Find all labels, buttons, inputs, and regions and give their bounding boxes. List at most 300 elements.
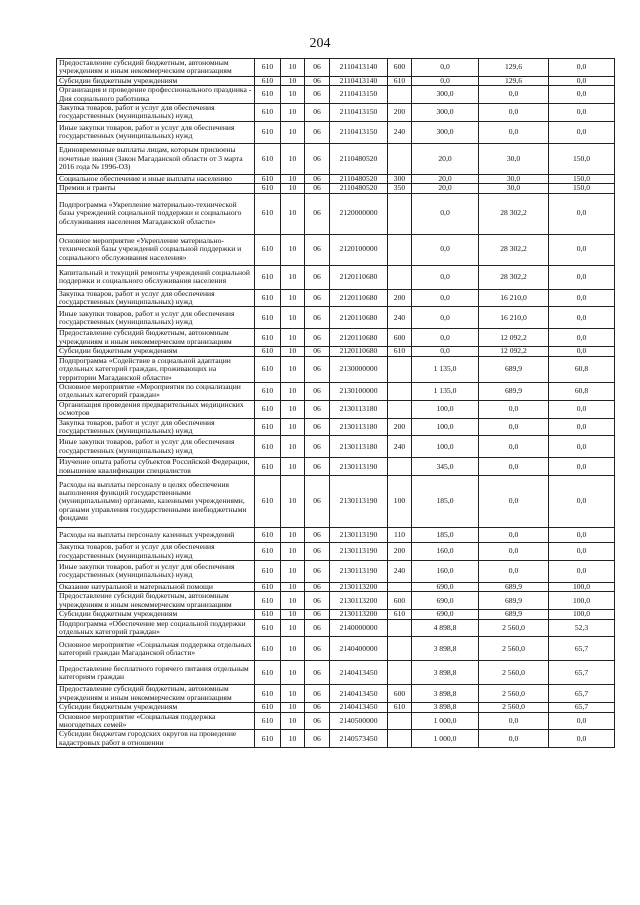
- cell-value-2: 28 302,2: [479, 234, 549, 265]
- cell-value-1: 0,0: [412, 76, 479, 85]
- cell-value-1: 3 898,8: [412, 637, 479, 661]
- cell-pr: 06: [305, 619, 330, 637]
- cell-pr: 06: [305, 592, 330, 610]
- table-row: [57, 543, 615, 561]
- cell-vr: 350: [388, 184, 412, 193]
- cell-gr: 610: [255, 121, 281, 143]
- cell-rz: 10: [281, 289, 305, 307]
- cell-value-1: 0,0: [412, 307, 479, 329]
- cell-vr: 600: [388, 592, 412, 610]
- cell-name: Основное мероприятие «Социальная поддержка многодетных семей»: [57, 712, 255, 730]
- cell-name: Капитальный и текущий ремонты учреждений социальной поддержки и социального обслуживания населения: [57, 265, 255, 289]
- cell-value-3: 0,0: [549, 307, 615, 329]
- cell-vr: 200: [388, 418, 412, 436]
- cell-gr: 610: [255, 59, 281, 77]
- cell-vr: 200: [388, 104, 412, 122]
- table-row: [57, 121, 615, 143]
- cell-pr: 06: [305, 610, 330, 619]
- cell-vr: 610: [388, 703, 412, 712]
- cell-name: Подпрограмма «Содействие в социальной адаптации отдельных категорий граждан, проживающих на территории Магаданской области»: [57, 356, 255, 382]
- cell-gr: 610: [255, 685, 281, 703]
- table-row: [57, 347, 615, 356]
- cell-pr: 06: [305, 436, 330, 458]
- table-row: [57, 592, 615, 610]
- cell-rz: 10: [281, 712, 305, 730]
- cell-rz: 10: [281, 382, 305, 400]
- cell-value-3: 60,8: [549, 382, 615, 400]
- cell-cs: 2120110680: [330, 307, 388, 329]
- cell-cs: 2120100000: [330, 234, 388, 265]
- cell-gr: 610: [255, 347, 281, 356]
- cell-name: Предоставление субсидий бюджетным, автономным учреждениям и иным некоммерческим организациям: [57, 685, 255, 703]
- cell-rz: 10: [281, 458, 305, 476]
- cell-cs: 2110413140: [330, 59, 388, 77]
- cell-name: Предоставление субсидий бюджетным, автономным учреждениям и иным некоммерческим организациям: [57, 592, 255, 610]
- cell-value-2: 0,0: [479, 121, 549, 143]
- table-row: [57, 458, 615, 476]
- table-row: [57, 234, 615, 265]
- cell-name: Предоставление бесплатного горячего питания отдельным категориям граждан: [57, 661, 255, 685]
- cell-pr: 06: [305, 76, 330, 85]
- cell-vr: 600: [388, 329, 412, 347]
- cell-gr: 610: [255, 329, 281, 347]
- cell-value-2: 0,0: [479, 104, 549, 122]
- cell-pr: 06: [305, 730, 330, 748]
- cell-cs: 2130113180: [330, 436, 388, 458]
- cell-rz: 10: [281, 476, 305, 528]
- cell-pr: 06: [305, 289, 330, 307]
- cell-value-1: 1 000,0: [412, 730, 479, 748]
- cell-value-2: 0,0: [479, 543, 549, 561]
- cell-name: Закупка товаров, работ и услуг для обеспечения государственных (муниципальных) нужд: [57, 289, 255, 307]
- cell-cs: 2130113200: [330, 610, 388, 619]
- cell-rz: 10: [281, 347, 305, 356]
- cell-value-1: 0,0: [412, 193, 479, 234]
- cell-value-1: 100,0: [412, 418, 479, 436]
- cell-cs: 2130000000: [330, 356, 388, 382]
- cell-value-1: 0,0: [412, 329, 479, 347]
- table-row: [57, 307, 615, 329]
- cell-gr: 610: [255, 610, 281, 619]
- cell-value-2: 2 560,0: [479, 703, 549, 712]
- cell-name: Субсидии бюджетным учреждениям: [57, 76, 255, 85]
- cell-value-1: 1 135,0: [412, 382, 479, 400]
- cell-pr: 06: [305, 174, 330, 183]
- cell-name: Премии и гранты: [57, 184, 255, 193]
- cell-vr: [388, 234, 412, 265]
- table-row: [57, 184, 615, 193]
- cell-cs: 2130113180: [330, 400, 388, 418]
- cell-name: Основное мероприятие «Социальная поддержка отдельных категорий граждан Магаданской области»: [57, 637, 255, 661]
- cell-gr: 610: [255, 543, 281, 561]
- cell-pr: 06: [305, 703, 330, 712]
- cell-rz: 10: [281, 307, 305, 329]
- cell-cs: 2140413450: [330, 685, 388, 703]
- cell-cs: 2130100000: [330, 382, 388, 400]
- cell-pr: 06: [305, 265, 330, 289]
- cell-name: Изучение опыта работы субъектов Российской Федерации, повышение квалификации специалистов: [57, 458, 255, 476]
- cell-value-1: 160,0: [412, 543, 479, 561]
- cell-rz: 10: [281, 436, 305, 458]
- cell-rz: 10: [281, 637, 305, 661]
- table-row: [57, 59, 615, 77]
- cell-value-2: 0,0: [479, 528, 549, 543]
- cell-gr: 610: [255, 265, 281, 289]
- cell-name: Расходы на выплаты персоналу казенных учреждений: [57, 528, 255, 543]
- cell-value-3: 150,0: [549, 184, 615, 193]
- cell-value-2: 0,0: [479, 712, 549, 730]
- cell-rz: 10: [281, 560, 305, 582]
- cell-cs: 2130113190: [330, 458, 388, 476]
- cell-name: Предоставление субсидий бюджетным, автономным учреждениям и иным некоммерческим организациям: [57, 59, 255, 77]
- cell-value-3: 0,0: [549, 712, 615, 730]
- table-row: [57, 528, 615, 543]
- cell-vr: 610: [388, 347, 412, 356]
- cell-value-2: 0,0: [479, 560, 549, 582]
- table-row: [57, 193, 615, 234]
- cell-gr: 610: [255, 104, 281, 122]
- cell-pr: 06: [305, 329, 330, 347]
- cell-value-3: 0,0: [549, 289, 615, 307]
- cell-rz: 10: [281, 86, 305, 104]
- table-row: [57, 329, 615, 347]
- cell-value-3: 52,3: [549, 619, 615, 637]
- cell-value-1: 3 898,8: [412, 703, 479, 712]
- cell-value-2: 689,9: [479, 610, 549, 619]
- cell-value-2: 0,0: [479, 86, 549, 104]
- cell-value-1: 100,0: [412, 400, 479, 418]
- cell-rz: 10: [281, 528, 305, 543]
- table-row: [57, 436, 615, 458]
- cell-gr: 610: [255, 637, 281, 661]
- cell-value-1: 3 898,8: [412, 661, 479, 685]
- cell-rz: 10: [281, 730, 305, 748]
- cell-name: Основное мероприятие «Укрепление материально-технической базы учреждений социальной поддержки и социального обслуживания населения»: [57, 234, 255, 265]
- cell-vr: [388, 619, 412, 637]
- cell-vr: [388, 458, 412, 476]
- cell-value-2: 16 210,0: [479, 307, 549, 329]
- cell-value-3: 0,0: [549, 265, 615, 289]
- cell-pr: 06: [305, 121, 330, 143]
- cell-vr: [388, 400, 412, 418]
- cell-rz: 10: [281, 685, 305, 703]
- cell-vr: 110: [388, 528, 412, 543]
- cell-value-2: 16 210,0: [479, 289, 549, 307]
- cell-pr: 06: [305, 59, 330, 77]
- cell-name: Субсидии бюджетным учреждениям: [57, 610, 255, 619]
- cell-value-1: 300,0: [412, 86, 479, 104]
- cell-rz: 10: [281, 121, 305, 143]
- cell-value-3: 0,0: [549, 560, 615, 582]
- cell-cs: 2110413140: [330, 76, 388, 85]
- cell-gr: 610: [255, 592, 281, 610]
- cell-gr: 610: [255, 560, 281, 582]
- cell-name: Субсидии бюджетным учреждениям: [57, 703, 255, 712]
- cell-pr: 06: [305, 685, 330, 703]
- cell-value-2: 0,0: [479, 730, 549, 748]
- cell-vr: 600: [388, 59, 412, 77]
- cell-value-3: 100,0: [549, 592, 615, 610]
- cell-value-2: 28 302,2: [479, 265, 549, 289]
- cell-vr: [388, 86, 412, 104]
- cell-cs: 2140000000: [330, 619, 388, 637]
- cell-value-3: 0,0: [549, 234, 615, 265]
- cell-gr: 610: [255, 476, 281, 528]
- cell-value-3: 100,0: [549, 582, 615, 591]
- cell-rz: 10: [281, 329, 305, 347]
- cell-cs: 2120110680: [330, 289, 388, 307]
- cell-pr: 06: [305, 347, 330, 356]
- cell-value-2: 689,9: [479, 592, 549, 610]
- cell-pr: 06: [305, 476, 330, 528]
- table-row: [57, 560, 615, 582]
- cell-value-1: 20,0: [412, 184, 479, 193]
- cell-value-3: 65,7: [549, 685, 615, 703]
- cell-value-1: 690,0: [412, 610, 479, 619]
- cell-value-3: 0,0: [549, 400, 615, 418]
- cell-value-3: 65,7: [549, 703, 615, 712]
- cell-rz: 10: [281, 59, 305, 77]
- cell-gr: 610: [255, 356, 281, 382]
- cell-vr: [388, 265, 412, 289]
- cell-gr: 610: [255, 619, 281, 637]
- cell-value-1: 20,0: [412, 143, 479, 174]
- cell-value-2: 689,9: [479, 382, 549, 400]
- cell-pr: 06: [305, 582, 330, 591]
- cell-pr: 06: [305, 86, 330, 104]
- cell-value-2: 30,0: [479, 143, 549, 174]
- cell-value-3: 0,0: [549, 543, 615, 561]
- cell-vr: 100: [388, 476, 412, 528]
- cell-pr: 06: [305, 184, 330, 193]
- cell-pr: 06: [305, 712, 330, 730]
- cell-rz: 10: [281, 418, 305, 436]
- cell-value-3: 0,0: [549, 86, 615, 104]
- cell-gr: 610: [255, 703, 281, 712]
- cell-value-2: 2 560,0: [479, 661, 549, 685]
- cell-pr: 06: [305, 104, 330, 122]
- cell-pr: 06: [305, 528, 330, 543]
- table-row: [57, 86, 615, 104]
- cell-value-3: 100,0: [549, 610, 615, 619]
- cell-value-1: 0,0: [412, 347, 479, 356]
- cell-gr: 610: [255, 582, 281, 591]
- cell-name: Иные закупки товаров, работ и услуг для обеспечения государственных (муниципальных) нужд: [57, 436, 255, 458]
- cell-value-2: 30,0: [479, 184, 549, 193]
- cell-name: Закупка товаров, работ и услуг для обеспечения государственных (муниципальных) нужд: [57, 418, 255, 436]
- cell-cs: 2120110680: [330, 347, 388, 356]
- cell-value-3: 0,0: [549, 528, 615, 543]
- cell-gr: 610: [255, 418, 281, 436]
- cell-pr: 06: [305, 193, 330, 234]
- cell-name: Организация и проведение профессионального праздника - Дня социального работника: [57, 86, 255, 104]
- cell-value-2: 0,0: [479, 476, 549, 528]
- cell-value-2: 129,6: [479, 59, 549, 77]
- cell-value-2: 689,9: [479, 356, 549, 382]
- cell-value-3: 0,0: [549, 104, 615, 122]
- cell-value-2: 0,0: [479, 458, 549, 476]
- cell-name: Оказание натуральной и материальной помощи: [57, 582, 255, 591]
- cell-value-1: 4 898,8: [412, 619, 479, 637]
- table-row: [57, 265, 615, 289]
- page-number: 204: [309, 36, 331, 51]
- cell-vr: 240: [388, 121, 412, 143]
- cell-value-1: 100,0: [412, 436, 479, 458]
- cell-name: Предоставление субсидий бюджетным, автономным учреждениям и иным некоммерческим организациям: [57, 329, 255, 347]
- cell-value-3: 0,0: [549, 347, 615, 356]
- cell-vr: 240: [388, 560, 412, 582]
- cell-vr: 610: [388, 610, 412, 619]
- table-row: [57, 76, 615, 85]
- cell-cs: 2130113190: [330, 560, 388, 582]
- cell-rz: 10: [281, 193, 305, 234]
- table-row: [57, 174, 615, 183]
- cell-value-2: 0,0: [479, 400, 549, 418]
- cell-vr: [388, 712, 412, 730]
- table-row: [57, 289, 615, 307]
- cell-value-1: 345,0: [412, 458, 479, 476]
- table-row: [57, 476, 615, 528]
- cell-gr: 610: [255, 184, 281, 193]
- cell-rz: 10: [281, 184, 305, 193]
- cell-gr: 610: [255, 436, 281, 458]
- cell-gr: 610: [255, 712, 281, 730]
- cell-name: Субсидии бюджетным учреждениям: [57, 347, 255, 356]
- cell-cs: 2110413150: [330, 121, 388, 143]
- cell-pr: 06: [305, 458, 330, 476]
- cell-vr: [388, 661, 412, 685]
- cell-value-2: 2 560,0: [479, 685, 549, 703]
- cell-pr: 06: [305, 543, 330, 561]
- cell-pr: 06: [305, 382, 330, 400]
- cell-value-1: 160,0: [412, 560, 479, 582]
- cell-vr: 200: [388, 543, 412, 561]
- cell-pr: 06: [305, 418, 330, 436]
- cell-pr: 06: [305, 560, 330, 582]
- cell-value-3: 60,8: [549, 356, 615, 382]
- cell-cs: 2140500000: [330, 712, 388, 730]
- table-row: [57, 661, 615, 685]
- cell-value-2: 30,0: [479, 174, 549, 183]
- cell-vr: 200: [388, 289, 412, 307]
- cell-rz: 10: [281, 265, 305, 289]
- cell-pr: 06: [305, 356, 330, 382]
- cell-rz: 10: [281, 356, 305, 382]
- cell-rz: 10: [281, 610, 305, 619]
- cell-cs: 2110480520: [330, 143, 388, 174]
- cell-value-3: 0,0: [549, 59, 615, 77]
- cell-pr: 06: [305, 661, 330, 685]
- cell-rz: 10: [281, 104, 305, 122]
- cell-gr: 610: [255, 289, 281, 307]
- table-row: [57, 730, 615, 748]
- cell-gr: 610: [255, 382, 281, 400]
- cell-value-1: 3 898,8: [412, 685, 479, 703]
- table-row: [57, 703, 615, 712]
- cell-value-3: 150,0: [549, 143, 615, 174]
- cell-value-1: 20,0: [412, 174, 479, 183]
- cell-value-2: 12 092,2: [479, 347, 549, 356]
- cell-vr: [388, 193, 412, 234]
- cell-cs: 2130113190: [330, 543, 388, 561]
- cell-name: Расходы на выплаты персоналу в целях обеспечения выполнения функций государственными (муниципальными) органами, казенными учреждениями, органами управления государственными внебюджетными фондами: [57, 476, 255, 528]
- table-row: [57, 582, 615, 591]
- cell-vr: 240: [388, 436, 412, 458]
- budget-table: [56, 58, 615, 748]
- cell-cs: 2120110680: [330, 329, 388, 347]
- cell-rz: 10: [281, 619, 305, 637]
- cell-cs: 2110413150: [330, 104, 388, 122]
- cell-name: Закупка товаров, работ и услуг для обеспечения государственных (муниципальных) нужд: [57, 543, 255, 561]
- cell-vr: [388, 637, 412, 661]
- cell-value-3: 0,0: [549, 476, 615, 528]
- table-row: [57, 637, 615, 661]
- cell-rz: 10: [281, 703, 305, 712]
- table-row: [57, 143, 615, 174]
- cell-gr: 610: [255, 730, 281, 748]
- cell-cs: 2130113190: [330, 528, 388, 543]
- table-row: [57, 382, 615, 400]
- cell-vr: [388, 730, 412, 748]
- cell-gr: 610: [255, 143, 281, 174]
- cell-rz: 10: [281, 582, 305, 591]
- cell-value-2: 2 560,0: [479, 619, 549, 637]
- cell-value-3: 0,0: [549, 193, 615, 234]
- cell-name: Социальное обеспечение и иные выплаты населению: [57, 174, 255, 183]
- cell-value-3: 0,0: [549, 76, 615, 85]
- cell-vr: 300: [388, 174, 412, 183]
- cell-value-1: 0,0: [412, 289, 479, 307]
- cell-vr: [388, 143, 412, 174]
- cell-value-2: 12 092,2: [479, 329, 549, 347]
- cell-name: Иные закупки товаров, работ и услуг для обеспечения государственных (муниципальных) нужд: [57, 307, 255, 329]
- cell-vr: 600: [388, 685, 412, 703]
- cell-gr: 610: [255, 307, 281, 329]
- cell-cs: 2130113190: [330, 476, 388, 528]
- cell-gr: 610: [255, 458, 281, 476]
- cell-gr: 610: [255, 76, 281, 85]
- cell-gr: 610: [255, 193, 281, 234]
- cell-value-3: 65,7: [549, 661, 615, 685]
- cell-value-3: 0,0: [549, 329, 615, 347]
- cell-rz: 10: [281, 76, 305, 85]
- cell-name: Закупка товаров, работ и услуг для обеспечения государственных (муниципальных) нужд: [57, 104, 255, 122]
- cell-rz: 10: [281, 174, 305, 183]
- cell-value-1: 1 135,0: [412, 356, 479, 382]
- cell-pr: 06: [305, 234, 330, 265]
- cell-value-3: 65,7: [549, 637, 615, 661]
- table-row: [57, 400, 615, 418]
- table-row: [57, 104, 615, 122]
- cell-cs: 2120000000: [330, 193, 388, 234]
- cell-cs: 2110480520: [330, 174, 388, 183]
- cell-value-1: 300,0: [412, 104, 479, 122]
- cell-vr: 610: [388, 76, 412, 85]
- cell-vr: [388, 582, 412, 591]
- cell-value-2: 689,9: [479, 582, 549, 591]
- cell-value-1: 185,0: [412, 476, 479, 528]
- table-row: [57, 685, 615, 703]
- cell-value-1: 300,0: [412, 121, 479, 143]
- cell-value-3: 0,0: [549, 436, 615, 458]
- cell-name: Подпрограмма «Укрепление материально-технической базы учреждений социальной поддержки и социального обслуживания населения Магаданской области»: [57, 193, 255, 234]
- cell-cs: 2120110680: [330, 265, 388, 289]
- cell-value-1: 0,0: [412, 59, 479, 77]
- table-body: [57, 59, 615, 748]
- cell-value-1: 690,0: [412, 592, 479, 610]
- cell-pr: 06: [305, 307, 330, 329]
- cell-name: Иные закупки товаров, работ и услуг для обеспечения государственных (муниципальных) нужд: [57, 560, 255, 582]
